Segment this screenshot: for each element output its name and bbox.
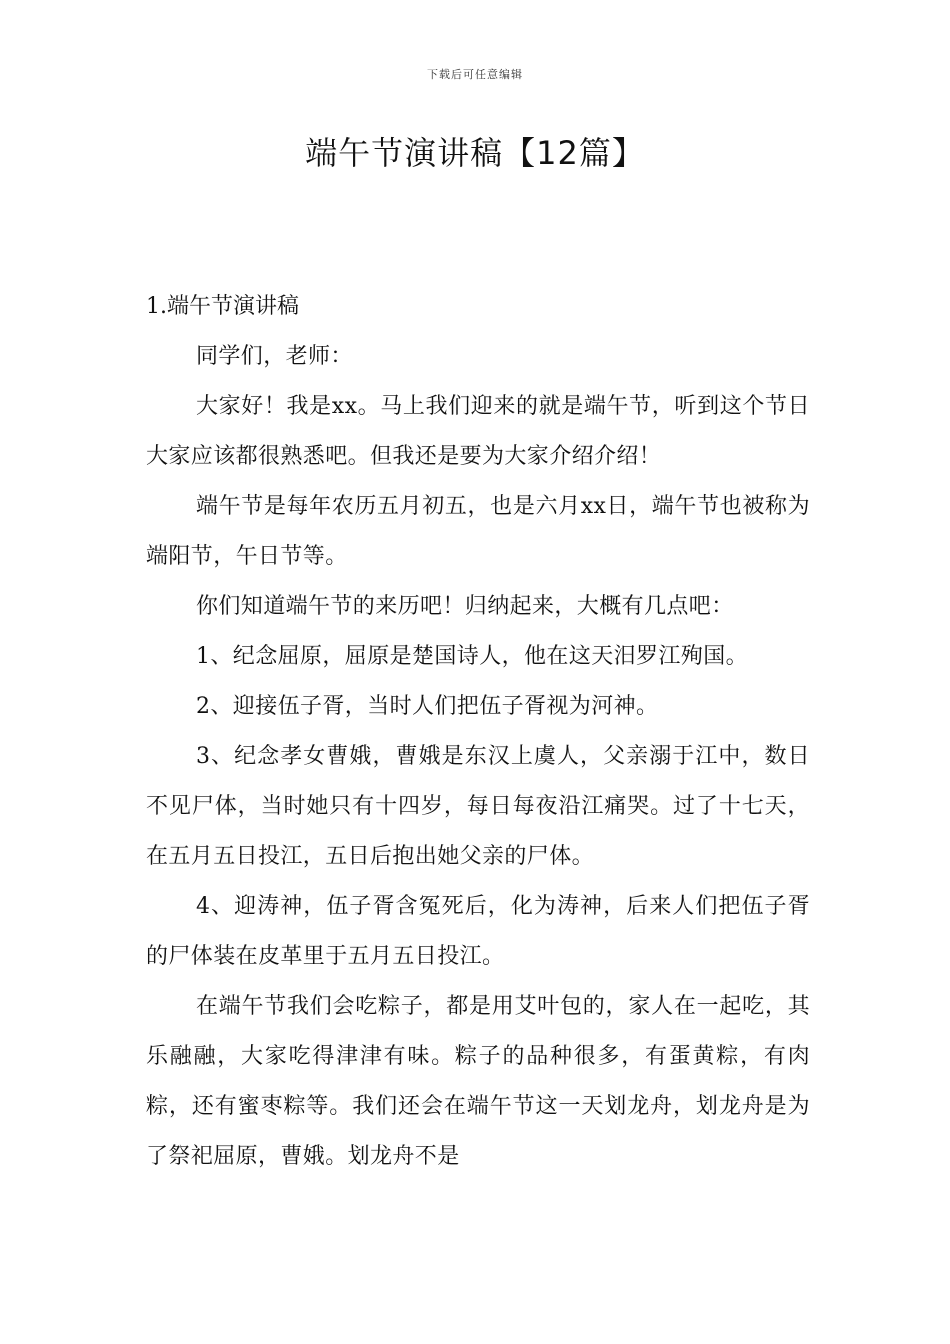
section-heading: 1.端午节演讲稿 <box>146 294 299 319</box>
paragraph-origin-1: 1、纪念屈原，屈原是楚国诗人，他在这天汨罗江殉国。 <box>196 644 748 669</box>
paragraph-salutation: 同学们，老师： <box>196 344 353 369</box>
paragraph-greeting: 大家好！我是xx。马上我们迎来的就是端午节，听到这个节日大家应该都很熟悉吧。但我还是要为大家介绍介绍！ <box>146 394 810 469</box>
paragraph-customs: 在端午节我们会吃粽子，都是用艾叶包的，家人在一起吃，其乐融融，大家吃得津津有味。粽子的品种很多，有蛋黄粽，有肉粽，还有蜜枣粽等。我们还会在端午节这一天划龙舟，划龙舟是为了祭祀屈原，曹娥。划龙舟不是 <box>146 994 810 1169</box>
paragraph-origin-2: 2、迎接伍子胥，当时人们把伍子胥视为河神。 <box>196 694 659 719</box>
document-body <box>146 282 810 1182</box>
paragraph-origin-4: 4、迎涛神，伍子胥含冤死后，化为涛神，后来人们把伍子胥的尸体装在皮革里于五月五日投江。 <box>146 894 810 969</box>
document-title: 端午节演讲稿【12篇】 <box>305 134 645 172</box>
paragraph-date: 端午节是每年农历五月初五，也是六月xx日，端午节也被称为端阳节，午日节等。 <box>146 494 810 569</box>
paragraph-origins-intro: 你们知道端午节的来历吧！归纳起来，大概有几点吧： <box>196 594 734 619</box>
header-note: 下载后可任意编辑 <box>427 68 523 81</box>
paragraph-origin-3: 3、纪念孝女曹娥，曹娥是东汉上虞人，父亲溺于江中，数日不见尸体，当时她只有十四岁，每日每夜沿江痛哭。过了十七天，在五月五日投江，五日后抱出她父亲的尸体。 <box>146 744 810 869</box>
